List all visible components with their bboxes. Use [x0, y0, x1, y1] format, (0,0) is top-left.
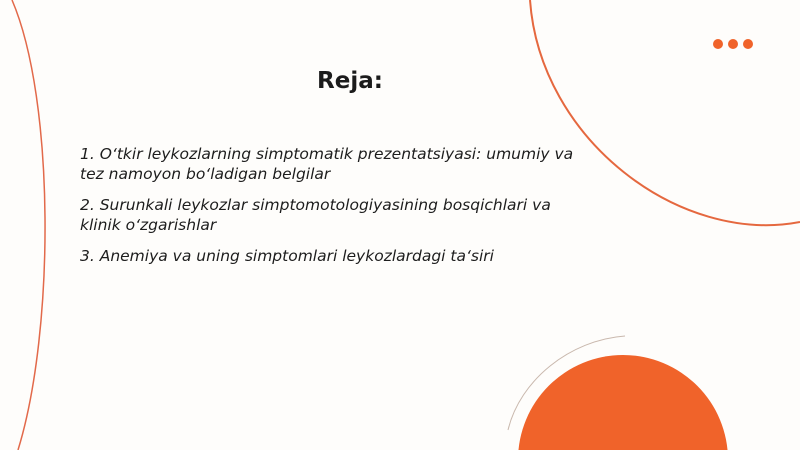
bottom-orange-circle	[518, 355, 728, 450]
left-arc	[12, 0, 45, 450]
agenda-item: 3. Anemiya va uning simptomlari leykozlardagi ta‘siri	[80, 247, 494, 265]
dot	[728, 39, 738, 49]
agenda-item: 2. Surunkali leykozlar simptomotologiyasining bosqichlari va klinik o‘zgarishlar	[80, 196, 551, 234]
agenda-list	[80, 144, 580, 277]
agenda-item: 1. O‘tkir leykozlarning simptomatik prezentatsiyasi: umumiy va tez namoyon bo‘ladigan belgilar	[80, 145, 574, 183]
three-dots-icon	[713, 39, 753, 49]
dot	[713, 39, 723, 49]
slide-title: Reja:	[317, 68, 383, 94]
dot	[743, 39, 753, 49]
